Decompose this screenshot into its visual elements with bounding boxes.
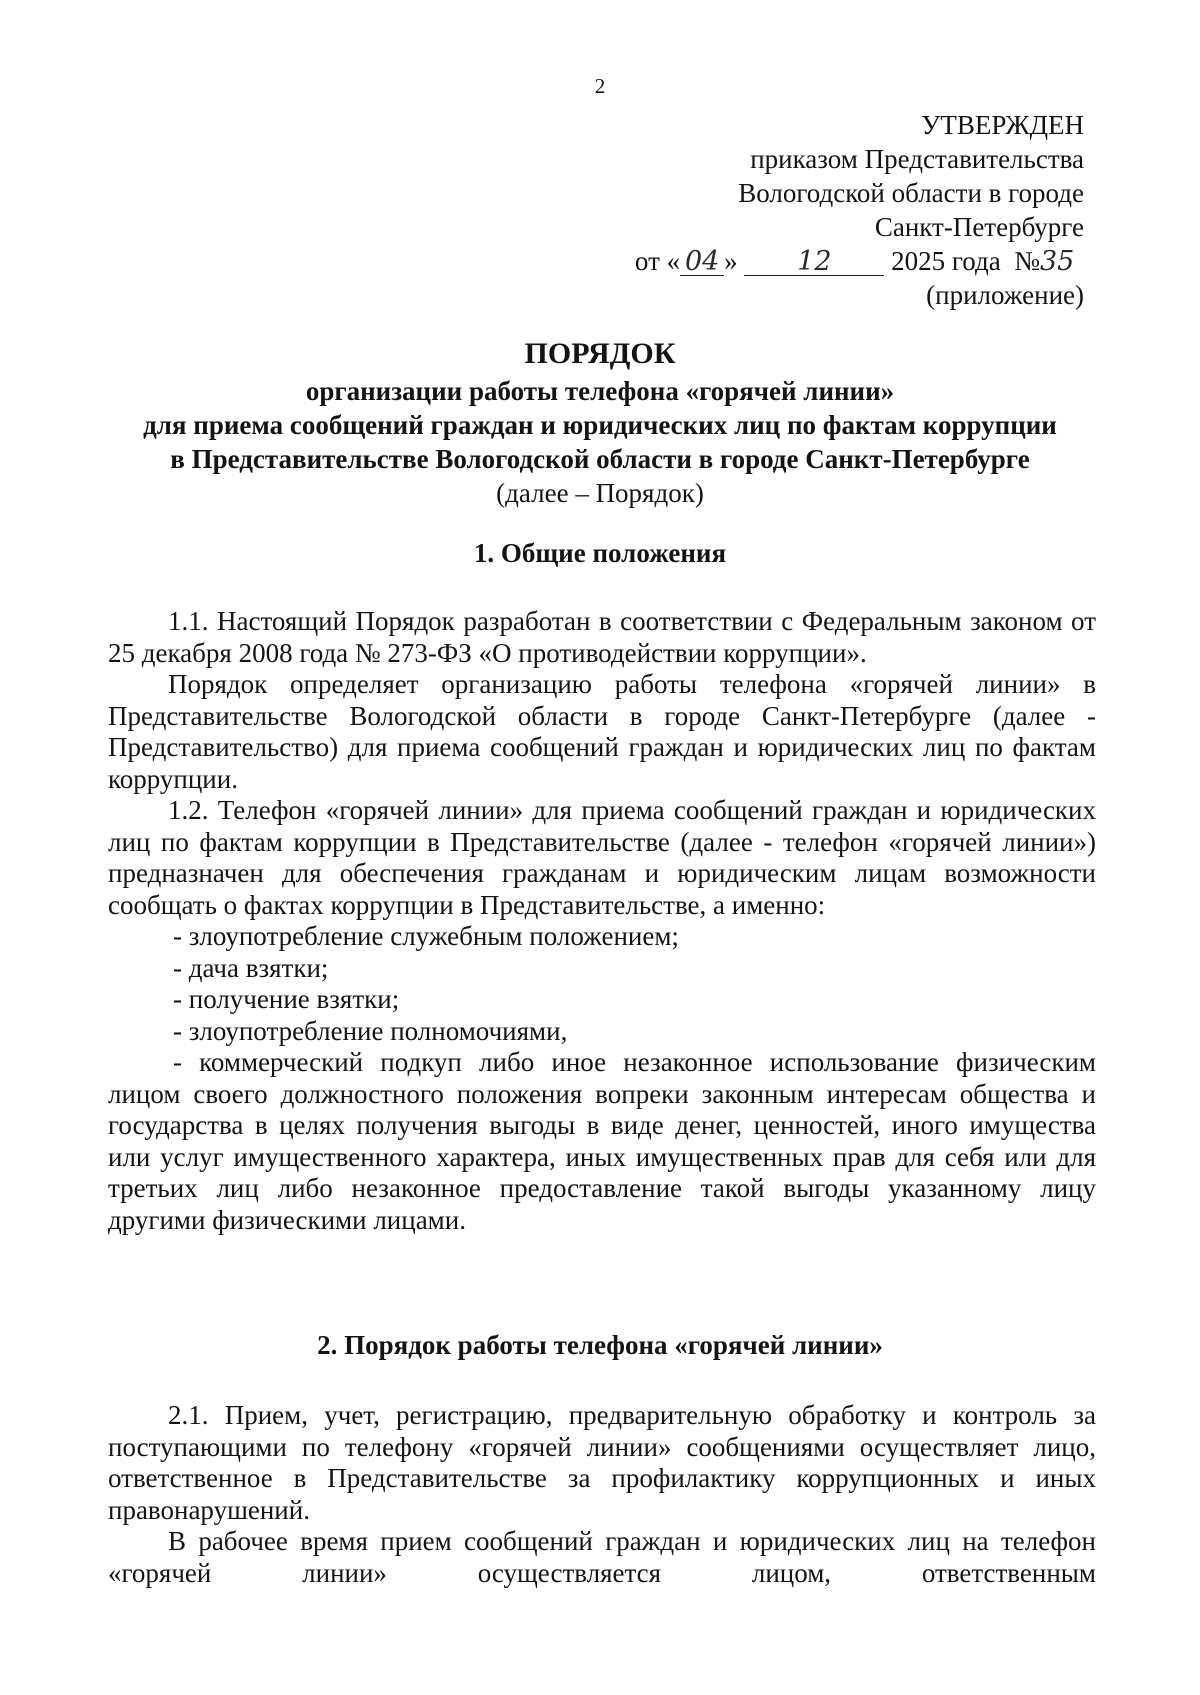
list-item-abuse-of-authority: - злоупотребление полномочиями, [173, 1015, 568, 1046]
approval-region-line: Вологодской области в городе [738, 178, 1084, 208]
date-year: 2025 года [891, 246, 1001, 276]
approval-city-line: Санкт-Петербурге [874, 212, 1084, 242]
document-title-block [100, 334, 1100, 510]
document-subtitle-1: организации работы телефона «горячей линии» [305, 376, 895, 406]
paragraph-1-1-b: Порядок определяет организацию работы телефона «горячей линии» в Представительстве Вологодской области в городе Санкт-Петербурге (далее - Представительство) для приема сообщений граждан и юридических лиц по фактам коррупции. [108, 669, 1096, 794]
document-title: ПОРЯДОК [524, 337, 676, 370]
order-number-handwritten: 35 [1040, 246, 1075, 277]
section-2-body [108, 1400, 1096, 1589]
date-month-handwritten: 12 [744, 249, 884, 276]
list-item-giving-bribe: - дача взятки; [173, 952, 329, 983]
date-prefix: от « [634, 246, 681, 276]
list-item-commercial-bribery: - коммерческий подкуп либо иное незаконное использование физическим лицом своего должностного положения вопреки законным интересам общества и государства в целях получения выгоды в виде денег, ценностей, иного имущества или услуг имущественного характера, иных имущественных прав для себя или для третьих лиц либо незаконное предоставление такой выгоды указанному лицу другими физическими лицами. [108, 1047, 1096, 1235]
approval-appendix: (приложение) [926, 280, 1084, 310]
list-item-taking-bribe: - получение взятки; [173, 984, 400, 1014]
approval-order-line: приказом Представительства [750, 144, 1084, 174]
date-day-handwritten: 04 [680, 249, 724, 276]
paragraph-2-1-b: В рабочее время прием сообщений граждан и юридических лиц на телефон «горячей линии» осуществляется лицом, ответственным [108, 1526, 1096, 1588]
paragraph-1-2: 1.2. Телефон «горячей линии» для приема сообщений граждан и юридических лиц по фактам коррупции в Представительстве (далее - телефон «горячей линии») предназначен для обеспечения гражданам и юридическим лицам возможности сообщать о фактах коррупции в Представительстве, а именно: [108, 795, 1096, 920]
section-1-heading: 1. Общие положения [473, 538, 727, 568]
paragraph-1-1: 1.1. Настоящий Порядок разработан в соответствии с Федеральным законом от 25 декабря 2008 года № 273-ФЗ «О противодействии коррупции». [108, 606, 1096, 668]
page-number: 2 [594, 74, 606, 98]
list-item-abuse-of-position: - злоупотребление служебным положением; [173, 921, 679, 951]
approval-title: УТВЕРЖДЕН [921, 110, 1084, 140]
document-subtitle-2: для приема сообщений граждан и юридических лиц по фактам коррупции [143, 410, 1057, 440]
section-2-heading: 2. Порядок работы телефона «горячей линии» [317, 1330, 883, 1360]
document-subtitle-3: в Представительстве Вологодской области в городе Санкт-Петербурге [170, 444, 1030, 474]
section-1-body [108, 606, 1096, 1236]
document-title-note: (далее – Порядок) [496, 478, 704, 508]
approval-date-line [635, 244, 1084, 278]
order-number-label: № [1014, 246, 1040, 276]
approval-stamp-block [635, 108, 1084, 312]
paragraph-2-1: 2.1. Прием, учет, регистрацию, предварительную обработку и контроль за поступающими по телефону «горячей линии» сообщениями осуществляет лицо, ответственное в Представительстве за профилактику коррупционных и иных правонарушений. [108, 1400, 1096, 1525]
date-day-close: » [724, 246, 738, 276]
